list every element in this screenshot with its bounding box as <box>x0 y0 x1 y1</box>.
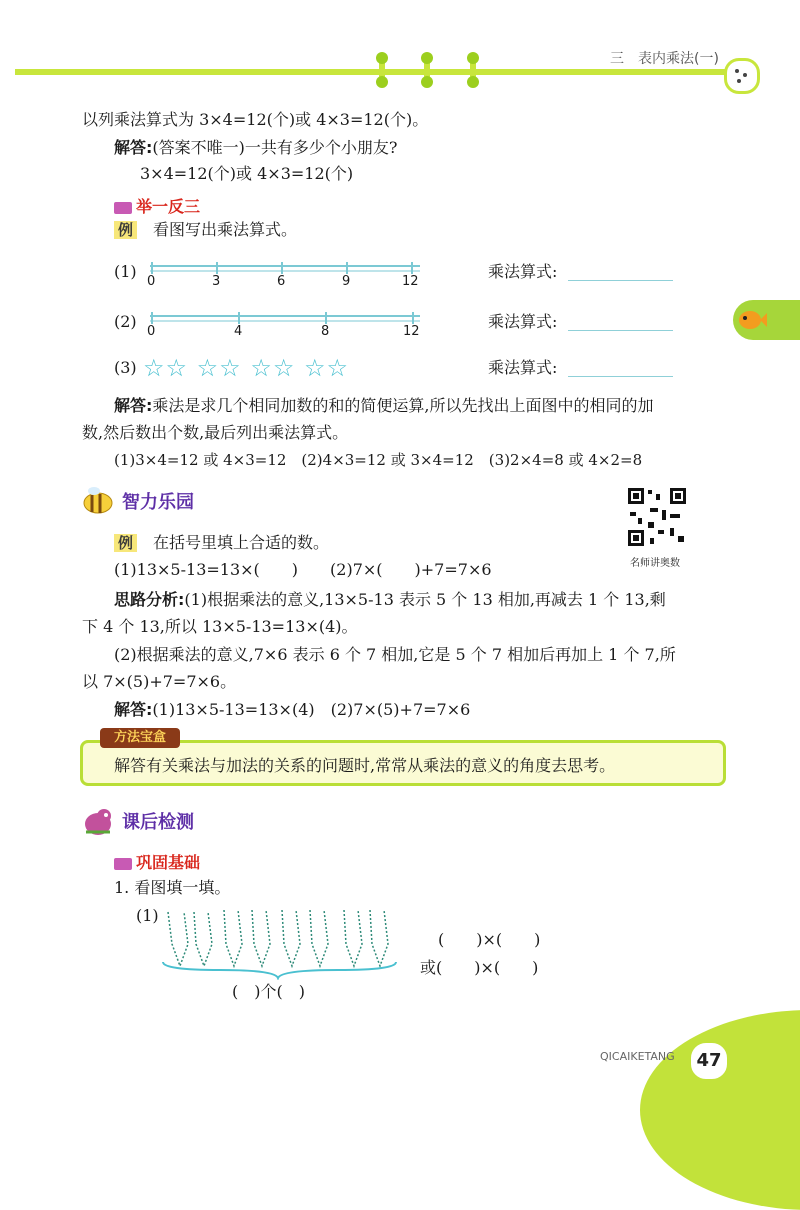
binder-pin <box>470 56 476 84</box>
text-line: 以列乘法算式为 3×4=12(个)或 4×3=12(个)。 <box>82 110 429 129</box>
question-line: 1. 看图填一填。 <box>114 878 231 897</box>
subheading-text: 巩固基础 <box>136 853 201 872</box>
text-line: 以 7×(5)+7=7×6。 <box>82 672 237 691</box>
text-line: (1)3×4=12 或 4×3=12 (2)4×3=12 或 3×4=12 (3)2×4=8 或 4×2=8 <box>114 451 643 469</box>
tick-label: 12 <box>403 324 420 339</box>
binder-pin <box>379 56 385 84</box>
text-line: 3×4=12(个)或 4×3=12(个) <box>140 164 354 183</box>
answer-prompt: 乘法算式: <box>488 312 558 331</box>
brand-text: QICAIKETANG <box>600 1050 675 1063</box>
tick-label: 12 <box>402 274 419 289</box>
analysis-label: 思路分析: <box>114 590 185 609</box>
flag-icon <box>114 202 132 214</box>
section-subheading <box>114 194 200 217</box>
answer-text: (答案不唯一)一共有多少个小朋友? <box>152 138 398 157</box>
tip-text: 解答有关乘法与加法的关系的问题时,常常从乘法的意义的角度去思考。 <box>114 756 616 775</box>
bird-icon <box>78 804 118 842</box>
tick-label: 4 <box>234 324 243 339</box>
number-line-2 <box>145 304 425 340</box>
item-number: (2) <box>114 312 137 331</box>
qr-caption: 名师讲奥数 <box>630 558 680 569</box>
dice-icon <box>724 58 760 94</box>
binder-pin <box>424 56 430 84</box>
problem-line: (1)13×5-13=13×( ) (2)7×( )+7=7×6 <box>114 560 492 579</box>
answer-line <box>114 138 397 158</box>
tick-label: 6 <box>277 274 286 289</box>
answer-line <box>114 700 470 720</box>
tip-label: 方法宝盒 <box>100 728 180 748</box>
section-subheading <box>114 850 200 873</box>
text-line: 下 4 个 13,所以 13×5-13=13×(4)。 <box>82 617 358 636</box>
header-bar <box>15 69 755 75</box>
tick-label: 9 <box>342 274 351 289</box>
answer-paragraph <box>114 396 654 416</box>
flag-icon <box>114 858 132 870</box>
section-heading: 课后检测 <box>122 812 194 833</box>
example-text: 在括号里填上合适的数。 <box>153 533 330 552</box>
count-blank[interactable]: ( )个( ) <box>232 982 305 1001</box>
answer-text: 乘法是求几个相同加数的和的简便运算,所以先找出上面图中的相同的加 <box>152 396 654 415</box>
analysis-text: (1)根据乘法的意义,13×5-13 表示 5 个 13 相加,再减去 1 个 13,剩 <box>184 590 666 609</box>
page-number: 47 <box>688 1040 730 1082</box>
tick-label: 0 <box>147 274 156 289</box>
fish-icon <box>736 306 768 338</box>
answer-label: 解答: <box>114 138 153 157</box>
text-line: 数,然后数出个数,最后列出乘法算式。 <box>82 423 349 442</box>
bee-icon <box>78 486 118 520</box>
answer-prompt: 乘法算式: <box>488 262 558 281</box>
text-line: (2)根据乘法的意义,7×6 表示 6 个 7 相加,它是 5 个 7 相加后再加上 1 个 7,所 <box>114 645 676 664</box>
answer-prompt: 乘法算式: <box>488 358 558 377</box>
answer-blank[interactable] <box>568 376 673 377</box>
example-tag: 例 <box>114 534 137 552</box>
answer-text: (1)13×5-13=13×(4) (2)7×(5)+7=7×6 <box>152 700 471 719</box>
item-number: (1) <box>136 906 159 925</box>
example-text: 看图写出乘法算式。 <box>153 220 298 239</box>
brace <box>160 960 400 980</box>
multiply-blank[interactable]: ( )×( ) <box>438 930 541 949</box>
section-heading: 智力乐园 <box>122 492 194 513</box>
corner-decoration <box>640 1010 800 1210</box>
multiply-blank[interactable]: 或( )×( ) <box>420 958 539 977</box>
chapter-title: 三 表内乘法(一) <box>610 51 719 67</box>
example-tag: 例 <box>114 221 137 239</box>
stars-figure: ☆☆ ☆☆ ☆☆ ☆☆ <box>143 354 350 382</box>
example-line <box>114 220 297 240</box>
analysis-line <box>114 590 666 610</box>
subheading-text: 举一反三 <box>136 197 201 216</box>
tick-label: 3 <box>212 274 221 289</box>
answer-blank[interactable] <box>568 330 673 331</box>
qr-code-icon[interactable] <box>626 486 688 548</box>
tick-label: 0 <box>147 324 156 339</box>
answer-blank[interactable] <box>568 280 673 281</box>
answer-label: 解答: <box>114 700 153 719</box>
answer-label: 解答: <box>114 396 153 415</box>
item-number: (3) <box>114 358 137 377</box>
item-number: (1) <box>114 262 137 281</box>
example-line <box>114 533 329 553</box>
tick-label: 8 <box>321 324 330 339</box>
